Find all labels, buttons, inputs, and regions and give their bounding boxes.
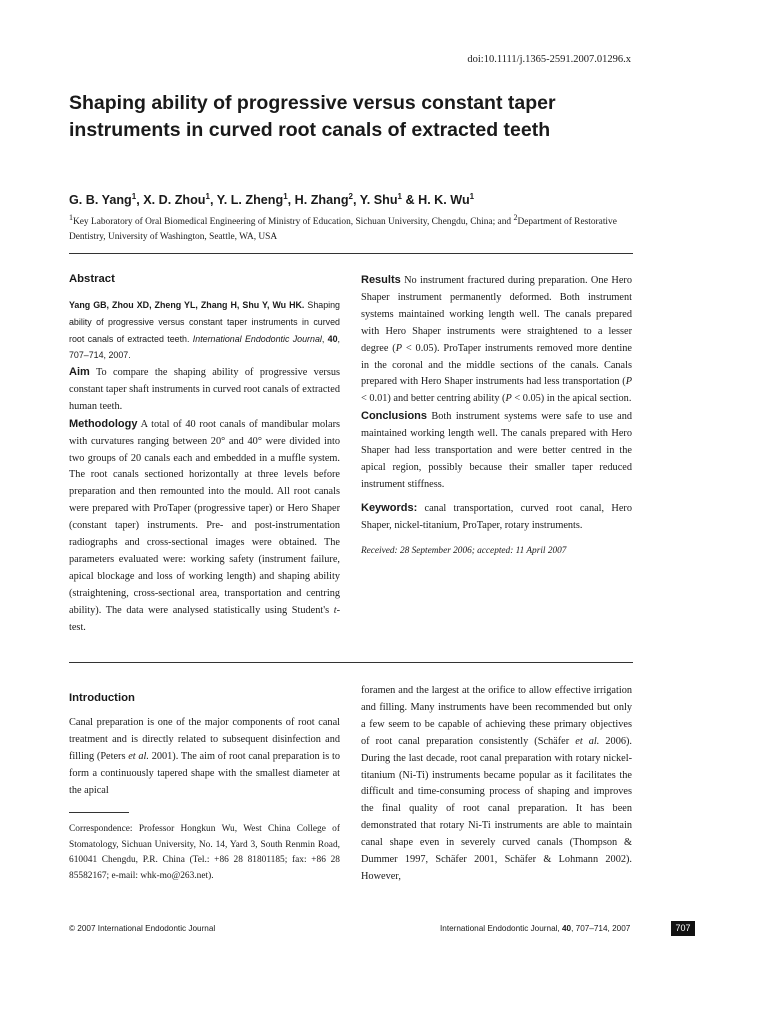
- author-affil-marker: 1: [205, 192, 210, 201]
- aim-paragraph: [69, 364, 340, 416]
- results-text-1: No instrument fractured during preparation. One Hero Shaper instrument permanently deformed. Both instrument systems maintained working length well. The canals prepared with Hero Shaper instruments were straightened to a lesser degree (: [361, 275, 632, 354]
- abstract-heading: Abstract: [69, 273, 115, 285]
- results-text-2: < 0.05). ProTaper instruments removed more dentine in the coronal and the middle sections of the canals. Canals prepared with Hero Shaper instruments had less transportation (: [361, 342, 632, 388]
- methodology-label: Methodology: [69, 417, 138, 430]
- author-name: H. Zhang: [294, 193, 349, 208]
- keywords-label: Keywords:: [361, 501, 418, 514]
- results-text-3: < 0.01) and better centring ability (: [361, 393, 506, 405]
- citation-separator: ,: [321, 333, 328, 344]
- results-p-1: P: [395, 342, 403, 354]
- author-separator: &: [402, 193, 419, 208]
- citation-title: Shaping ability of progressive versus constant taper instruments in curved root canals of extracted teeth.: [69, 300, 340, 344]
- footer-journal: [440, 924, 630, 933]
- citation-journal: International Endodontic Journal: [192, 333, 322, 344]
- affil-marker-1: 1: [69, 213, 73, 222]
- affiliations: [69, 210, 637, 245]
- citation-authors: Yang GB, Zhou XD, Zheng YL, Zhang H, Shu Y, Wu HK.: [69, 300, 305, 310]
- footer-journal-pages: , 707–714, 2007: [571, 924, 631, 933]
- abstract-left-column: [69, 364, 340, 637]
- citation-volume: 40: [327, 333, 338, 344]
- methodology-t-italic: t: [333, 604, 337, 616]
- conclusions-label: Conclusions: [361, 410, 428, 423]
- author-separator: ,: [209, 193, 217, 208]
- methodology-end: -test.: [69, 604, 340, 633]
- intro-right-etal: et al.: [575, 735, 600, 747]
- abstract-bottom-rule: [69, 662, 633, 663]
- keywords-paragraph: [361, 500, 632, 535]
- footer-journal-name: International Endodontic Journal,: [440, 924, 562, 933]
- aim-label: Aim: [69, 366, 90, 378]
- conclusions-text: Both instrument systems were safe to use and maintained working length well. The canals prepared with Hero Shaper had less transportation and were better centred in the apical region, possibly because their smaller taper reduced instrument stiffness.: [361, 411, 632, 490]
- author-affil-marker: 2: [348, 192, 353, 201]
- author-separator: ,: [287, 193, 295, 208]
- affil-marker-2: 2: [513, 213, 518, 222]
- doi-text: doi:10.1111/j.1365-2591.2007.01296.x: [467, 54, 631, 65]
- results-p-3: P: [505, 393, 512, 405]
- intro-left-text-1: Canal preparation is one of the major components of root canal treatment and is directly related to subsequent disinfection and filling (Peters: [69, 717, 340, 762]
- abstract-right-column: [361, 272, 632, 560]
- introduction-right-column: [361, 683, 632, 886]
- footer-copyright: © 2007 International Endodontic Journal: [69, 924, 216, 933]
- header-rule: [69, 253, 633, 254]
- results-paragraph: [361, 272, 632, 408]
- author-list: [69, 192, 474, 207]
- aim-text: To compare the shaping ability of progressive versus constant taper shaft instruments in curved root canals of extracted human teeth.: [69, 367, 340, 412]
- methodology-text: A total of 40 root canals of mandibular molars with curvatures ranging between 20° and 40° were divided into two groups of 20 canals each and embedded in a muffle system. The root canals sectioned horizontally at three levels before preparation and then remounted into the mould. All root canals were prepared with ProTaper (progressive taper) or Hero Shaper (constant taper) instruments. Pre- and post-instrumentation radiographs and cross-sectional images were obtained. The parameters evaluated were: working safety (instrument failure, apical blockage and loss of working length) and shaping ability (straightening, cross-sectional area, transportation and centring ability). The data were analysed statistically using Student's: [69, 418, 340, 616]
- author-name: Y. Shu: [359, 193, 398, 208]
- citation-pages: , 707–714, 2007.: [69, 333, 341, 361]
- intro-left-etal: et al.: [128, 750, 149, 762]
- correspondence-note: Correspondence: Professor Hongkun Wu, West China College of Stomatology, Sichuan University, No. 14, Yard 3, South Renmin Road, 610041 Chengdu, P.R. China (Tel.: +86 28 81801185; fax: +86 28 85582167; e-mail: whk-mo@263.net).: [69, 824, 340, 882]
- keywords-text: canal transportation, curved root canal, Hero Shaper, nickel-titanium, ProTaper, rotary instruments.: [361, 502, 632, 531]
- author-name: Y. L. Zheng: [216, 193, 284, 208]
- affil-text-2: Department of Restorative Dentistry, University of Washington, Seattle, WA, USA: [69, 217, 617, 243]
- intro-right-text-1: foramen and the largest at the orifice to allow effective irrigation and filling. Many instruments have been recommended but only a few seem to be capable of achieving these primary objectives of root canal preparation consistently (Schäfer: [361, 685, 632, 747]
- results-text-4: < 0.05) in the apical section.: [511, 393, 632, 405]
- results-label: Results: [361, 274, 401, 286]
- author-separator: ,: [136, 193, 144, 208]
- intro-right-paragraph: [361, 683, 632, 886]
- introduction-heading: Introduction: [69, 692, 135, 704]
- page-number-badge: 707: [671, 921, 695, 936]
- affil-text-1: Key Laboratory of Oral Biomedical Engineering of Ministry of Education, Sichuan University, Chengdu, China; and: [73, 217, 514, 228]
- article-title: Shaping ability of progressive versus constant taper instruments in curved root canals of extracted teeth: [69, 92, 556, 141]
- received-dates: Received: 28 September 2006; accepted: 11 April 2007: [361, 545, 567, 556]
- intro-right-text-2: 2006). During the last decade, root canal preparation with rotary nickel-titanium (Ni-Ti) instruments became popular as it facilitates the difficult and time-consuming process of shaping and improves the final quality of root canal preparation. It has been demonstrated that rotary Ni-Ti instruments are able to maintain canal shape even in severely curved canals (Thompson & Dummer 1997, Schäfer 2001, Schäfer & Lohmann 2002). However,: [361, 735, 633, 882]
- intro-left-paragraph: [69, 715, 340, 800]
- author-affil-marker: 1: [283, 192, 288, 201]
- author-affil-marker: 1: [397, 192, 402, 201]
- methodology-paragraph: [69, 416, 340, 637]
- results-p-2: P: [625, 376, 632, 388]
- author-affil-marker: 1: [131, 192, 137, 201]
- author-affil-marker: 1: [469, 192, 475, 201]
- author-separator: ,: [352, 193, 360, 208]
- conclusions-paragraph: [361, 408, 632, 494]
- introduction-left-column: [69, 715, 340, 800]
- author-name: H. K. Wu: [418, 193, 470, 208]
- intro-left-text-2: 2001). The aim of root canal preparation is to form a continuously tapered shape with the smallest diameter at the apical: [69, 750, 340, 796]
- abstract-citation: [69, 297, 340, 364]
- footer-journal-volume: 40: [562, 924, 572, 933]
- correspondence-rule: [69, 812, 129, 813]
- author-name: G. B. Yang: [69, 193, 132, 208]
- author-name: X. D. Zhou: [143, 193, 206, 208]
